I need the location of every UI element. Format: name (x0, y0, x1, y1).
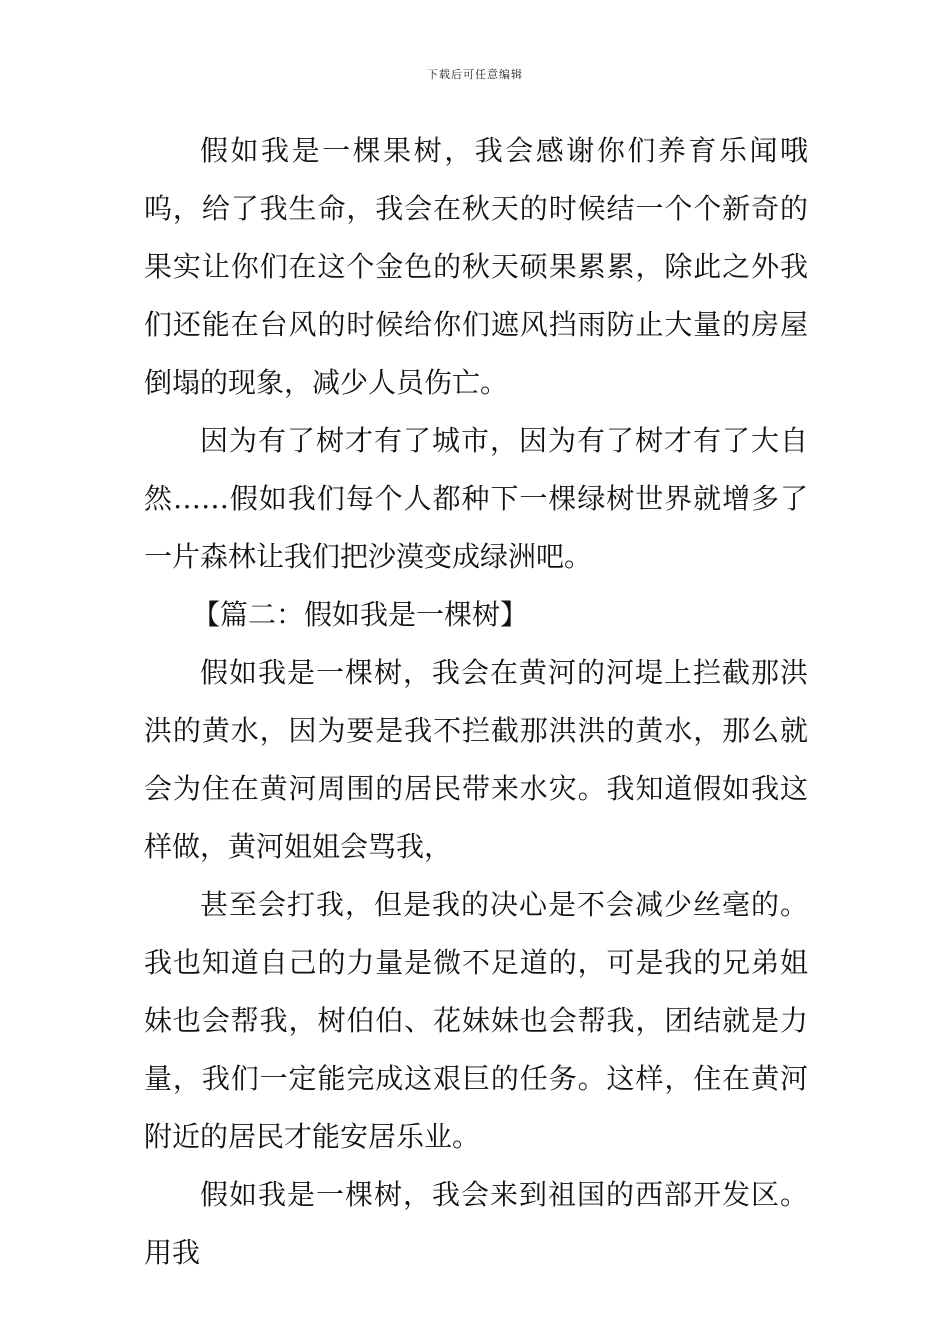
paragraph: 假如我是一棵果树，我会感谢你们养育乐闻哦呜，给了我生命，我会在秋天的时候结一个个新奇的果实让你们在这个金色的秋天硕果累累，除此之外我们还能在台风的时候给你们遮风挡雨防止大量的房屋倒塌的现象，减少人员伤亡。 (144, 134, 808, 399)
paragraph: 甚至会打我，但是我的决心是不会减少丝毫的。我也知道自己的力量是微不足道的，可是我的兄弟姐妹也会帮我，树伯伯、花妹妹也会帮我，团结就是力量，我们一定能完成这艰巨的任务。这样，住在黄河附近的居民才能安居乐业。 (144, 888, 808, 1153)
paragraph: 因为有了树才有了城市，因为有了树才有了大自然……假如我们每个人都种下一棵绿树世界就增多了一片森林让我们把沙漠变成绿洲吧。 (144, 424, 808, 573)
section-heading: 【篇二：假如我是一棵树】 (192, 598, 529, 631)
page-header: 下载后可任意编辑 (427, 68, 523, 81)
paragraph: 假如我是一棵树，我会来到祖国的西部开发区。用我 (144, 1178, 808, 1269)
document-body (144, 122, 808, 1282)
paragraph: 假如我是一棵树，我会在黄河的河堤上拦截那洪洪的黄水，因为要是我不拦截那洪洪的黄水，那么就会为住在黄河周围的居民带来水灾。我知道假如我这样做，黄河姐姐会骂我， (144, 656, 808, 863)
